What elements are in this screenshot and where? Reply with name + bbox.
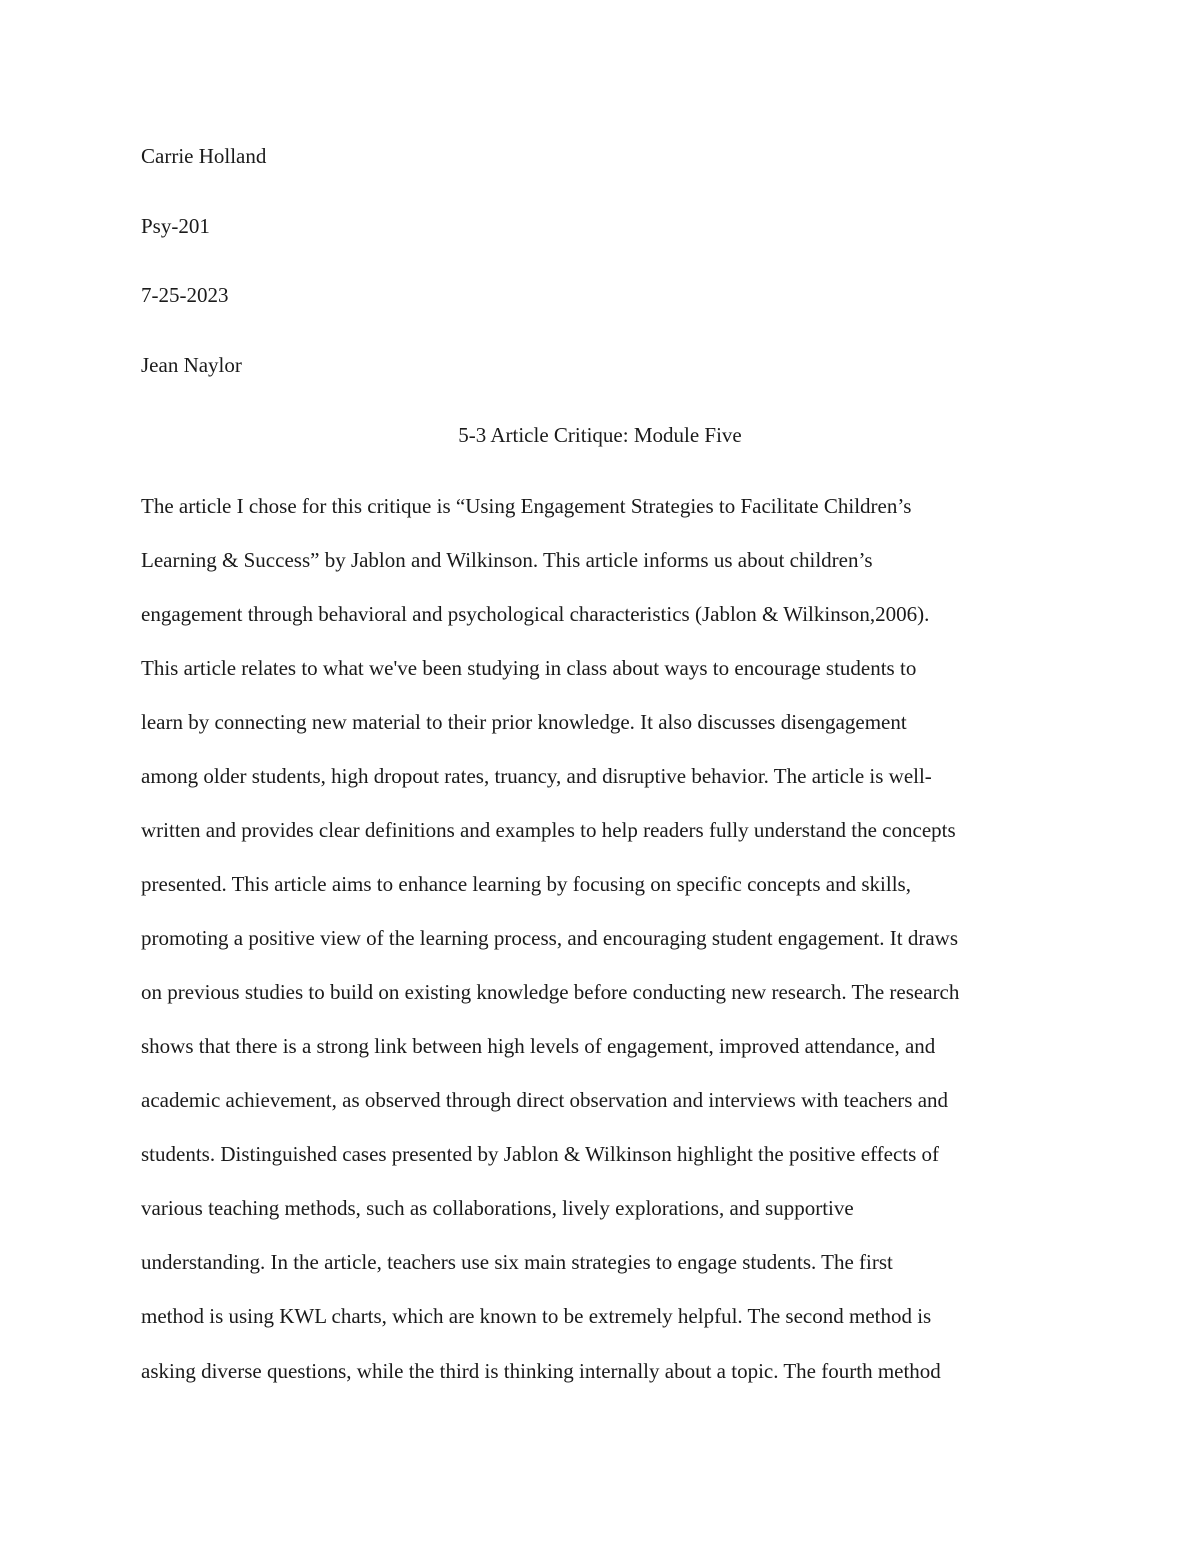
body-line: shows that there is a strong link between high levels of engagement, improved attendance, and (141, 1034, 936, 1058)
body-line: understanding. In the article, teachers use six main strategies to engage students. The first (141, 1250, 893, 1274)
author-name: Carrie Holland (141, 144, 267, 168)
body-line: presented. This article aims to enhance learning by focusing on specific concepts and skills, (141, 872, 911, 896)
body-line: The article I chose for this critique is “Using Engagement Strategies to Facilitate Children’s (141, 494, 912, 518)
body-line: Learning & Success” by Jablon and Wilkinson. This article informs us about children’s (141, 548, 873, 572)
body-line: method is using KWL charts, which are known to be extremely helpful. The second method is (141, 1304, 932, 1328)
body-line: promoting a positive view of the learning process, and encouraging student engagement. It draws (141, 926, 959, 950)
body-line: written and provides clear definitions and examples to help readers fully understand the concepts (141, 818, 956, 842)
body-line: various teaching methods, such as collaborations, lively explorations, and supportive (141, 1196, 854, 1220)
body-line: on previous studies to build on existing knowledge before conducting new research. The research (141, 980, 960, 1004)
body-line: among older students, high dropout rates, truancy, and disruptive behavior. The article is well- (141, 764, 932, 788)
body-line: students. Distinguished cases presented by Jablon & Wilkinson highlight the positive effects of (141, 1142, 940, 1166)
body-line: engagement through behavioral and psychological characteristics (Jablon & Wilkinson,2006). (141, 602, 930, 626)
body-line: academic achievement, as observed through direct observation and interviews with teachers and (141, 1088, 949, 1112)
course-code: Psy-201 (141, 214, 210, 238)
document-title: 5-3 Article Critique: Module Five (458, 423, 742, 447)
body-line: This article relates to what we've been studying in class about ways to encourage students to (141, 656, 917, 680)
instructor-name: Jean Naylor (141, 353, 242, 377)
body-line: asking diverse questions, while the third is thinking internally about a topic. The fourth method (141, 1359, 941, 1383)
body-line: learn by connecting new material to their prior knowledge. It also discusses disengagement (141, 710, 907, 734)
document-date: 7-25-2023 (141, 283, 229, 307)
